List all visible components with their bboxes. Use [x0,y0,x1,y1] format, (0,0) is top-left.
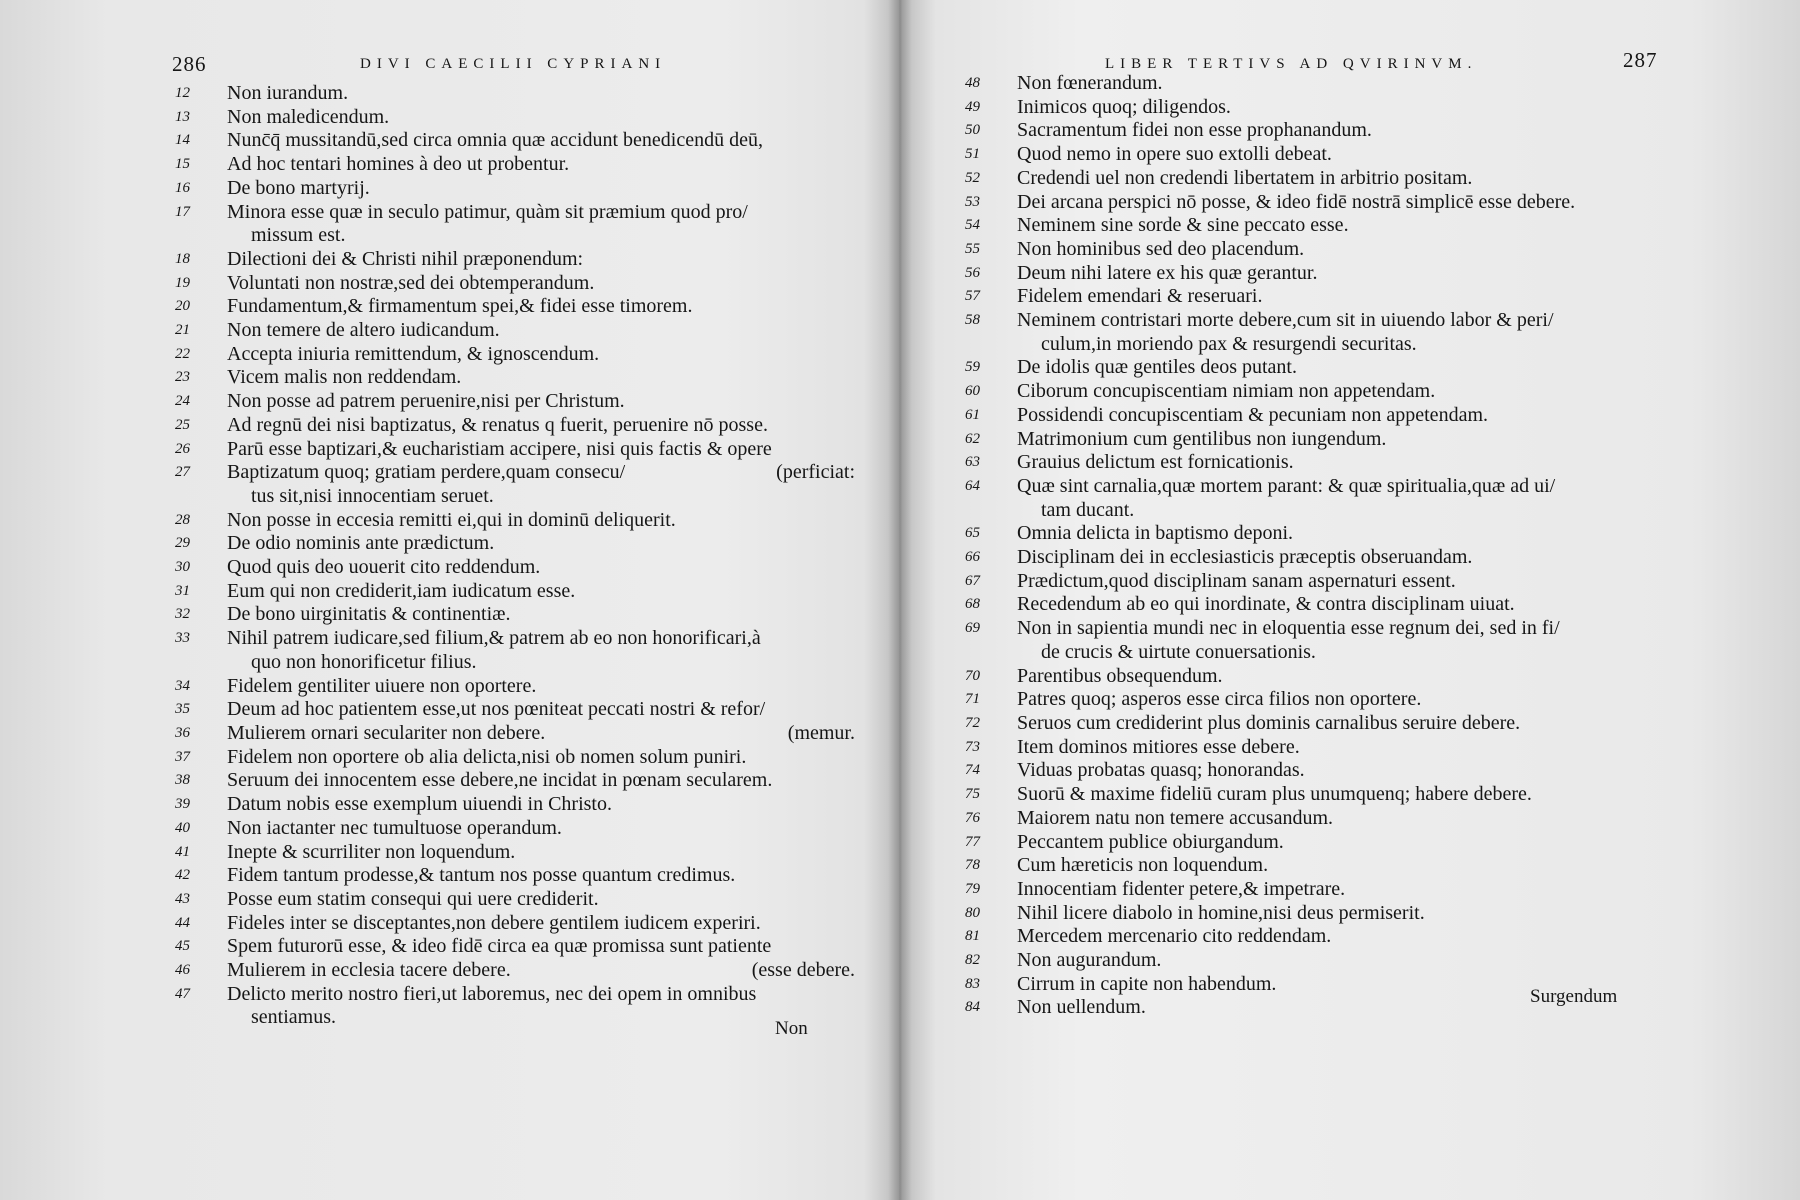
entry-number: 69 [965,620,980,637]
entry-number: 49 [965,98,980,115]
list-item [965,878,1665,902]
list-item [175,556,855,580]
list-item [175,935,855,959]
list-item [965,404,1665,428]
list-item [175,461,855,508]
entry-number: 74 [965,762,980,779]
list-item [965,72,1665,96]
entry-text-continuation: de crucis & uirtute conuersationis. [1041,640,1316,663]
list-item [965,356,1665,380]
entry-text: Possidendi concupiscentiam & pecuniam non appetendam. [1017,403,1488,426]
list-item [175,864,855,888]
entry-text: Quod nemo in opere suo extolli debeat. [1017,143,1332,166]
entry-text: Quod quis deo uouerit cito reddendum. [227,556,541,579]
list-item [965,831,1665,855]
entry-text: Accepta iniuria remittendum, & ignoscendum. [227,342,600,365]
right-page-number: 287 [1623,48,1658,72]
list-item [965,665,1665,689]
list-item [965,593,1665,617]
entry-text: Fundamentum,& firmamentum spei,& fidei esse timorem. [227,295,693,318]
entry-text: Nunc̄q̄ mussitandū,sed circa omnia quæ accidunt benedicendū deū, [227,129,763,152]
entry-text: De bono martyrij. [227,176,370,199]
entry-text: Delicto merito nostro fieri,ut laboremus, nec dei opem in omnibus [227,982,757,1005]
entry-number: 12 [175,85,190,101]
entry-text: Non hominibus sed deo placendum. [1017,237,1305,260]
entry-number: 28 [175,511,190,528]
entry-text: Cum hæreticis non loquendum. [1017,854,1269,877]
entry-number: 45 [175,938,190,955]
list-item [175,201,855,248]
list-item [175,129,855,153]
list-item [175,817,855,841]
entry-text: Sacramentum fidei non esse prophanandum. [1017,119,1372,142]
list-item [175,698,855,722]
list-item [175,177,855,201]
entry-number: 39 [175,796,190,813]
entry-text: Dei arcana perspici nō posse, & ideo fidē nostrā simplicē esse debere. [1017,190,1576,213]
list-item [965,167,1665,191]
entry-text-continuation: culum,in moriendo pax & resurgendi securitas. [1041,332,1417,355]
entry-number: 46 [175,962,190,979]
entry-text-continuation: tus sit,nisi innocentiam seruet. [251,484,494,507]
list-item [965,570,1665,594]
entry-text: De bono uirginitatis & continentiæ. [227,603,511,626]
entry-text: Non in sapientia mundi nec in eloquentia esse regnum dei, sed in fi/ [1017,617,1560,640]
list-item [965,807,1665,831]
entry-text: Non iactanter nec tumultuose operandum. [227,816,562,839]
entry-number: 31 [175,582,190,599]
right-page [905,0,1800,1200]
list-item [965,902,1665,926]
list-item [175,153,855,177]
entry-number: 56 [965,264,980,281]
entry-text: Fidelem emendari & reseruari. [1017,285,1263,308]
entry-text: Seruum dei innocentem esse debere,ne incidat in pœnam secularem. [227,769,773,792]
list-item [175,414,855,438]
entry-number: 38 [175,772,190,789]
list-item [965,191,1665,215]
entry-overflow-tail: (memur. [787,721,855,744]
entry-text: Posse eum statim consequi qui uere crediderit. [227,887,599,910]
list-item [175,509,855,533]
list-item [965,736,1665,760]
entry-text: Parū esse baptizari,& eucharistiam accipere, nisi quis factis & opere [227,437,772,460]
entry-text: Innocentiam fidenter petere,& impetrare. [1017,877,1346,900]
list-item [175,675,855,699]
list-item [175,841,855,865]
right-catchword: Surgendum [1530,986,1618,1007]
list-item [965,783,1665,807]
list-item [965,475,1665,522]
entry-text-continuation: tam ducant. [1041,498,1135,521]
entry-text: Vicem malis non reddendam. [227,366,462,389]
entry-text: Ad regnū dei nisi baptizatus, & renatus q fuerit, peruenire nō posse. [227,413,768,436]
entry-number: 66 [965,549,980,566]
left-page [0,0,895,1200]
entry-text: Non posse ad patrem peruenire,nisi per Christum. [227,390,625,413]
entry-overflow-tail: (perficiat: [776,461,855,484]
entry-number: 68 [965,596,980,613]
entry-text: Inepte & scurriliter non loquendum. [227,840,516,863]
entry-number: 21 [175,322,190,339]
entry-number: 37 [175,748,190,765]
entry-number: 67 [965,572,980,589]
list-item [175,959,855,983]
entry-number: 54 [965,217,980,234]
entry-number: 60 [965,383,980,400]
list-item [965,119,1665,143]
list-item [175,295,855,319]
entry-text: Deum nihi latere ex his quæ gerantur. [1017,261,1318,284]
entry-number: 78 [965,857,980,874]
entry-text: Disciplinam dei in ecclesiasticis præceptis obseruandam. [1017,546,1473,569]
entry-text: Patres quoq; asperos esse circa filios non oportere. [1017,688,1422,711]
list-item [965,712,1665,736]
entry-text: Grauius delictum est fornicationis. [1017,451,1294,474]
entry-text: Mulierem in ecclesia tacere debere. [227,959,511,982]
entry-text-continuation: quo non honorificetur filius. [251,650,477,673]
list-item [175,603,855,627]
entry-text: Non maledicendum. [227,105,390,128]
entry-number: 33 [175,630,190,647]
entry-number: 16 [175,179,190,196]
list-item [965,428,1665,452]
entry-text: Eum qui non crediderit,iam iudicatum esse. [227,579,576,602]
entry-number: 22 [175,345,190,362]
list-item [965,854,1665,878]
list-item [175,106,855,130]
entry-text: Datum nobis esse exemplum uiuendi in Christo. [227,793,612,816]
entry-number: 57 [965,288,980,305]
list-item [175,272,855,296]
list-item [175,912,855,936]
entry-text: Matrimonium cum gentilibus non iungendum. [1017,427,1387,450]
right-entry-list [965,72,1665,1020]
entry-number: 23 [175,369,190,386]
entry-number: 35 [175,701,190,718]
entry-text: Peccantem publice obiurgandum. [1017,830,1284,853]
list-item [965,522,1665,546]
entry-text: Inimicos quoq; diligendos. [1017,95,1231,118]
entry-text: Non temere de altero iudicandum. [227,319,500,342]
list-item [965,380,1665,404]
entry-text: Dilectioni dei & Christi nihil præponendum: [227,247,584,270]
entry-number: 51 [965,146,980,163]
list-item [965,688,1665,712]
list-item [175,769,855,793]
entry-number: 40 [175,819,190,836]
list-item [965,238,1665,262]
entry-number: 47 [175,985,190,1002]
list-item [175,722,855,746]
entry-number: 48 [965,75,980,91]
list-item [175,983,855,1030]
entry-text: Non fœnerandum. [1017,72,1163,94]
left-entry-list [175,82,855,1030]
entry-number: 17 [175,203,190,220]
entry-text: De odio nominis ante prædictum. [227,532,495,555]
entry-number: 55 [965,240,980,257]
entry-number: 77 [965,833,980,850]
entry-number: 42 [175,867,190,884]
list-item [175,248,855,272]
entry-text: Fidelem gentiliter uiuere non oportere. [227,674,537,697]
list-item [965,759,1665,783]
entry-text: Mulierem ornari seculariter non debere. [227,721,546,744]
entry-text: Non augurandum. [1017,949,1162,972]
entry-number: 18 [175,250,190,267]
entry-text-continuation: sentiamus. [251,1006,336,1029]
entry-number: 20 [175,298,190,315]
entry-text: Quæ sint carnalia,quæ mortem parant: & quæ spiritualia,quæ ad ui/ [1017,474,1556,497]
entry-number: 76 [965,809,980,826]
entry-number: 30 [175,559,190,576]
entry-text: Credendi uel non credendi libertatem in arbitrio positam. [1017,166,1473,189]
entry-text: Prædictum,quod disciplinam sanam aspernaturi essent. [1017,569,1456,592]
right-running-head: LIBER TERTIVS AD QVIRINVM. [1105,56,1478,72]
left-page-number: 286 [172,52,207,76]
entry-text: Baptizatum quoq; gratiam perdere,quam consecu/ [227,461,626,484]
entry-number: 80 [965,904,980,921]
entry-text: Neminem sine sorde & sine peccato esse. [1017,214,1349,237]
entry-text: Ad hoc tentari homines à deo ut probentur. [227,153,570,176]
entry-number: 70 [965,667,980,684]
list-item [965,617,1665,664]
list-item [175,319,855,343]
entry-number: 14 [175,132,190,149]
entry-number: 72 [965,714,980,731]
list-item [175,438,855,462]
list-item [965,143,1665,167]
list-item [175,390,855,414]
entry-overflow-tail: (esse debere. [751,959,855,982]
entry-number: 59 [965,359,980,376]
entry-number: 64 [965,477,980,494]
list-item [965,262,1665,286]
entry-number: 58 [965,312,980,329]
list-item [965,214,1665,238]
entry-text: Nihil patrem iudicare,sed filium,& patrem ab eo non honorificari,à [227,627,761,650]
entry-text: Neminem contristari morte debere,cum sit in uiuendo labor & peri/ [1017,309,1554,332]
entry-number: 25 [175,416,190,433]
list-item [965,285,1665,309]
entry-number: 44 [175,914,190,931]
list-item [965,451,1665,475]
entry-number: 52 [965,169,980,186]
entry-number: 75 [965,786,980,803]
entry-number: 62 [965,430,980,447]
entry-number: 43 [175,890,190,907]
entry-number: 84 [965,999,980,1016]
entry-text: Deum ad hoc patientem esse,ut nos pœniteat peccati nostri & refor/ [227,698,766,721]
list-item [965,309,1665,356]
entry-number: 63 [965,454,980,471]
entry-number: 34 [175,677,190,694]
entry-number: 36 [175,724,190,741]
entry-number: 26 [175,440,190,457]
entry-number: 29 [175,535,190,552]
entry-number: 83 [965,975,980,992]
entry-number: 65 [965,525,980,542]
entry-text: Mercedem mercenario cito reddendam. [1017,925,1332,948]
entry-text: Fidelem non oportere ob alia delicta,nisi ob nomen solum puniri. [227,745,747,768]
entry-text: Cirrum in capite non habendum. [1017,972,1277,995]
entry-text: Recedendum ab eo qui inordinate, & contra disciplinam uiuat. [1017,593,1515,616]
entry-text-continuation: missum est. [251,224,346,247]
entry-number: 24 [175,393,190,410]
entry-number: 79 [965,880,980,897]
entry-text: Maiorem natu non temere accusandum. [1017,806,1333,829]
list-item [965,546,1665,570]
entry-number: 73 [965,738,980,755]
entry-text: Voluntati non nostræ,sed dei obtemperandum. [227,271,595,294]
entry-text: Seruos cum crediderint plus dominis carnalibus seruire debere. [1017,711,1521,734]
entry-number: 82 [965,952,980,969]
entry-text: Parentibus obsequendum. [1017,664,1223,687]
entry-number: 81 [965,928,980,945]
entry-text: Ciborum concupiscentiam nimiam non appetendam. [1017,380,1436,403]
list-item [175,532,855,556]
entry-text: Non uellendum. [1017,996,1146,1019]
entry-text: Fidem tantum prodesse,& tantum nos posse quantum credimus. [227,864,736,887]
list-item [175,82,855,106]
entry-number: 50 [965,122,980,139]
entry-number: 32 [175,606,190,623]
entry-number: 71 [965,691,980,708]
entry-text: Item dominos mitiores esse debere. [1017,735,1300,758]
left-catchword: Non [775,1018,808,1039]
list-item [175,793,855,817]
entry-text: Spem futurorū esse, & ideo fidē circa ea quæ promissa sunt patiente [227,935,772,958]
entry-number: 13 [175,108,190,125]
entry-text: Minora esse quæ in seculo patimur, quàm sit præmium quod pro/ [227,200,748,223]
left-running-head: DIVI CAECILII CYPRIANI [360,56,667,72]
list-item [965,925,1665,949]
list-item [175,888,855,912]
entry-number: 41 [175,843,190,860]
entry-number: 15 [175,156,190,173]
list-item [175,366,855,390]
entry-number: 61 [965,406,980,423]
entry-text: Nihil licere diabolo in homine,nisi deus permiserit. [1017,901,1425,924]
entry-number: 53 [965,193,980,210]
entry-number: 19 [175,274,190,291]
entry-text: Viduas probatas quasq; honorandas. [1017,759,1305,782]
list-item [175,746,855,770]
entry-text: Fideles inter se disceptantes,non debere gentilem iudicem experiri. [227,911,761,934]
entry-text: De idolis quæ gentiles deos putant. [1017,356,1297,379]
entry-text: Omnia delicta in baptismo deponi. [1017,522,1294,545]
entry-number: 27 [175,464,190,481]
entry-text: Non iurandum. [227,82,349,104]
entry-text: Non posse in eccesia remitti ei,qui in dominū deliquerit. [227,508,676,531]
list-item [965,949,1665,973]
entry-text: Suorū & maxime fideliū curam plus unumquenq; habere debere. [1017,783,1532,806]
list-item [175,343,855,367]
list-item [965,96,1665,120]
list-item [175,627,855,674]
list-item [175,580,855,604]
